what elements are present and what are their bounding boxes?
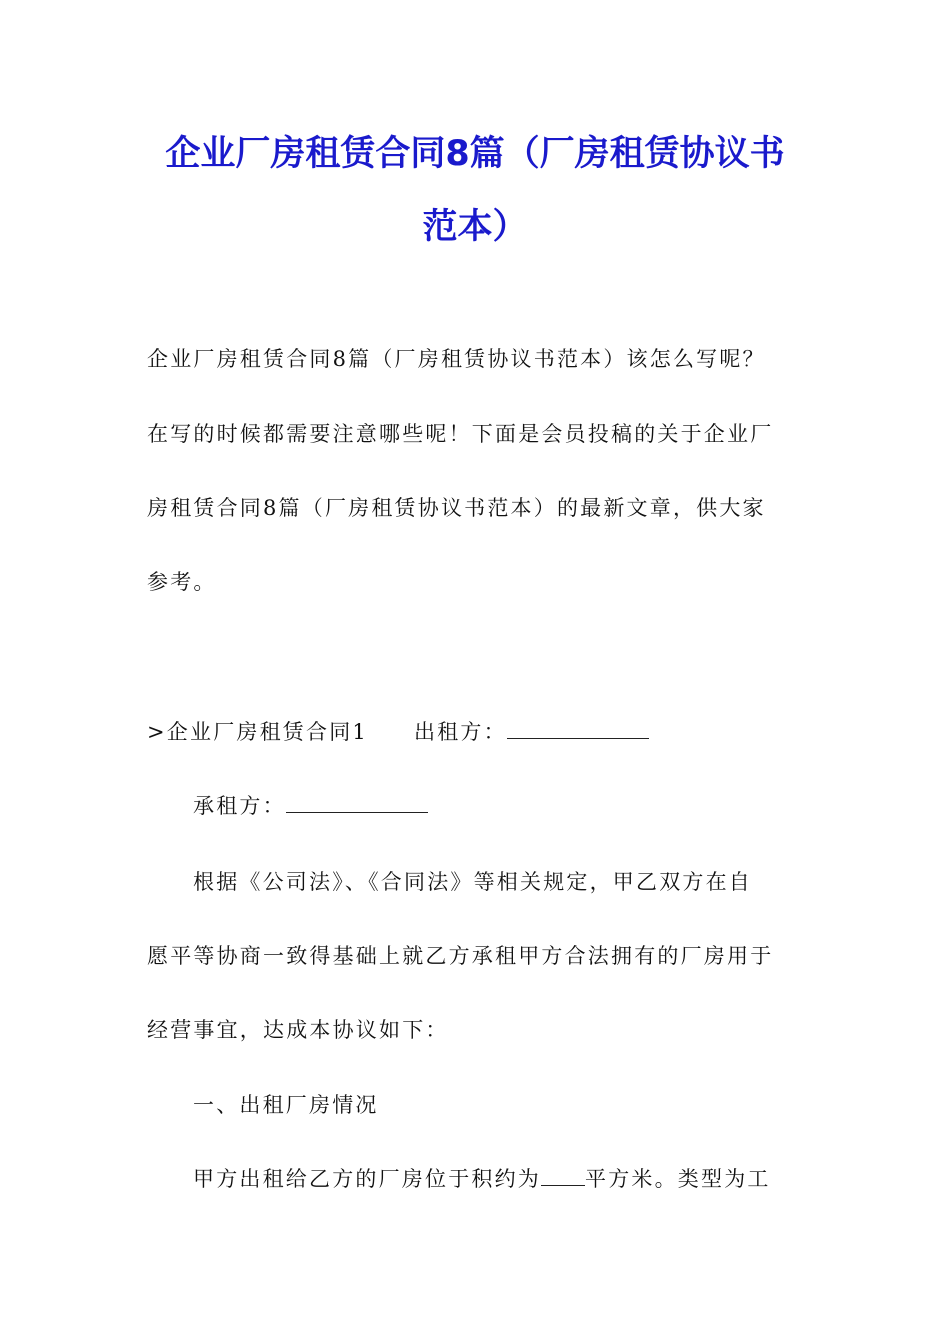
section1-text-b: 平方米。类型为工 — [585, 1167, 771, 1191]
intro-line-1: 企业厂房租赁合同8篇（厂房租赁协议书范本）该怎么写呢？ — [147, 347, 766, 371]
lessee-label: 承租方： — [193, 794, 286, 818]
basis-line-1: 根据《公司法》、《合同法》等相关规定，甲乙双方在自 — [193, 870, 752, 894]
section1-text-a: 甲方出租给乙方的厂房位于积约为 — [193, 1167, 541, 1191]
lessee-blank — [286, 793, 428, 813]
document-title-line-1: 企业厂房租赁合同8篇（厂房租赁协议书 — [165, 134, 785, 174]
area-blank — [541, 1166, 585, 1186]
lessee-row — [193, 792, 813, 820]
contract-heading: >企业厂房租赁合同1 — [147, 720, 368, 744]
intro-line-2: 在写的时候都需要注意哪些呢！下面是会员投稿的关于企业厂 — [147, 422, 774, 446]
contract-heading-row — [147, 718, 812, 746]
section1-text-row — [193, 1165, 813, 1193]
basis-line-3: 经营事宜，达成本协议如下： — [147, 1018, 449, 1042]
intro-line-4: 参考。 — [147, 570, 217, 594]
section1-title: 一、出租厂房情况 — [193, 1093, 379, 1117]
document-title-line-2: 范本） — [422, 207, 528, 247]
intro-line-3: 房租赁合同8篇（厂房租赁协议书范本）的最新文章，供大家 — [147, 496, 766, 520]
lessor-blank — [507, 719, 649, 739]
lessor-label: 出租方： — [413, 720, 507, 744]
basis-line-2: 愿平等协商一致得基础上就乙方承租甲方合法拥有的厂房用于 — [147, 944, 774, 968]
